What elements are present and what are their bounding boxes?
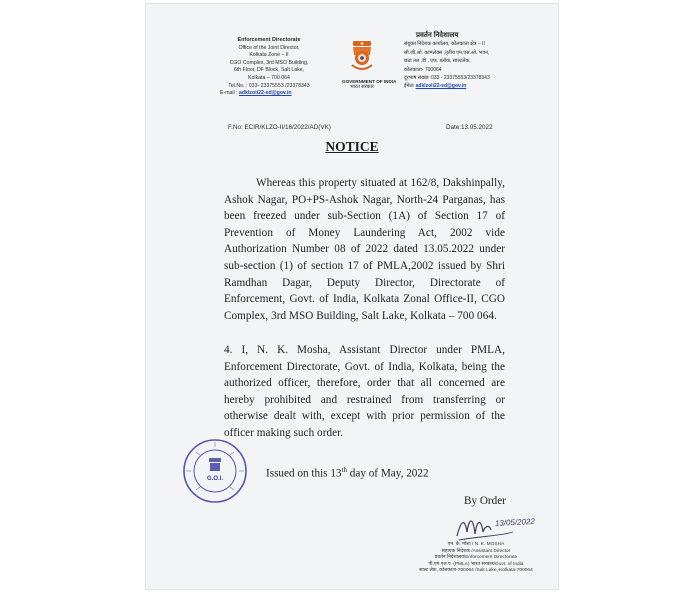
issued-line — [266, 466, 429, 480]
signature-date: 13/05/2022 — [494, 516, 536, 528]
address-line-hindi: सी.जी.ओ. काम्प्लेक्स ,तृतीय एम.एस.ओ. भवन, — [404, 49, 490, 56]
header-left-english — [218, 37, 320, 98]
signatory-address: साल्ट लेक, कोलकाता-700064 /Salt Lake, Kolkata-700064 — [419, 568, 533, 574]
email-line — [218, 90, 320, 98]
signatory-name: एन. के. मोशा / N. K. MOSHA — [447, 542, 505, 547]
issued-text-end: day of May, 2022 — [346, 467, 429, 480]
dept-name-english: Enforcement Directorate — [237, 37, 301, 43]
handwritten-signature — [451, 506, 551, 546]
emblem-caption-hindi: भारत सरकार — [350, 84, 374, 90]
notice-document — [146, 4, 558, 589]
issued-suffix: th — [341, 466, 347, 474]
address-line-hindi: संयुक्त निदेशक कार्यालय, कोलकाता क्षेत्र – II — [404, 41, 485, 48]
notice-date: Date:13.05.2022 — [446, 124, 493, 131]
paragraph-1: Whereas this property situated at 162/8, Dakshinpally, Ashok Nagar, PO+PS-Ashok Nagar, North-24 Parganas, has been freezed under sub-Section (1A) of Section 17 of Prevention of Money Laundering Act, 2002 vide Authorization Number 08 of 2022 dated 13.05.2022 under sub-section (1) of section 17 of PMLA,2002 issued by Shri Ramdhan Dagar, Deputy Director, Directorate of Enforcement, Govt. of India, Kolkata Zonal Office-II, CGO Complex, 3rd MSO Building, Salt Lake, Kolkata – 700 064. — [224, 177, 505, 322]
address-line-hindi: कोलकाता- 700064 — [404, 66, 442, 73]
email-link-hindi[interactable]: adklzoii22-ed@gov.in — [415, 83, 467, 90]
paragraph-2: 4. I, N. K. Mosha, Assistant Director under PMLA, Enforcement Directorate, Govt. of India, Kolkata, being the authorized officer, therefore, order that all concerned are hereby prohibited and restrained from transferring or otherwise dealt with, except with prior permission of the officer making such order. — [224, 344, 505, 439]
email-label-hindi: ईमेल: — [404, 83, 415, 90]
ed-emblem — [342, 39, 397, 90]
emblem-caption: GOVERNMENT OF INDIA — [342, 79, 397, 84]
address-line-hindi: छठा तल ,डी . एफ. ब्लॉक, साल्टलेक, — [404, 58, 471, 65]
email-line-hindi — [404, 82, 554, 90]
emblem-icon — [349, 39, 375, 73]
stamp-center-text: G.O.I. — [206, 476, 224, 482]
file-reference: F.No: ECIR/KLZO-II/16/2022/AD(VK) — [228, 124, 331, 131]
dept-name-hindi: प्रवर्तन निदेशालय — [416, 32, 459, 39]
signatory-department: प्रवर्तन निदेशालय/Enforcement Directorate — [434, 555, 518, 561]
notice-title: NOTICE — [325, 139, 379, 154]
address-line: Kolkata – 700 064 — [248, 74, 290, 81]
signatory-office: पी.एम.एल.ए. (PMLA) भारत सरकार/Govt. of India — [428, 561, 524, 567]
by-order: By Order — [464, 495, 506, 507]
email-link[interactable]: adklzoii22-ed@gov.in — [239, 90, 292, 97]
address-line: Office of the Joint Director, — [238, 44, 300, 51]
telephone-line: Tel.No. : 033- 23375553 /23378343 — [228, 82, 310, 89]
signatory-designation: सहायक निदेशक /Assistant Director — [441, 548, 511, 554]
header-right-hindi — [404, 32, 554, 91]
telephone-line-hindi: दूरभाष संख्या: 033 - 23375553/23378343 — [404, 75, 490, 82]
address-line: CGO Complex, 3rd MSO Building, — [229, 59, 309, 66]
signature-block — [406, 542, 546, 575]
address-line: 6th Floor, DF Block, Salt Lake, — [233, 67, 305, 74]
official-stamp — [182, 438, 248, 504]
address-line: Kolkata Zone – II — [249, 52, 289, 59]
issued-text: Issued on this 13 — [266, 467, 342, 480]
email-label: E-mail : — [220, 90, 238, 97]
